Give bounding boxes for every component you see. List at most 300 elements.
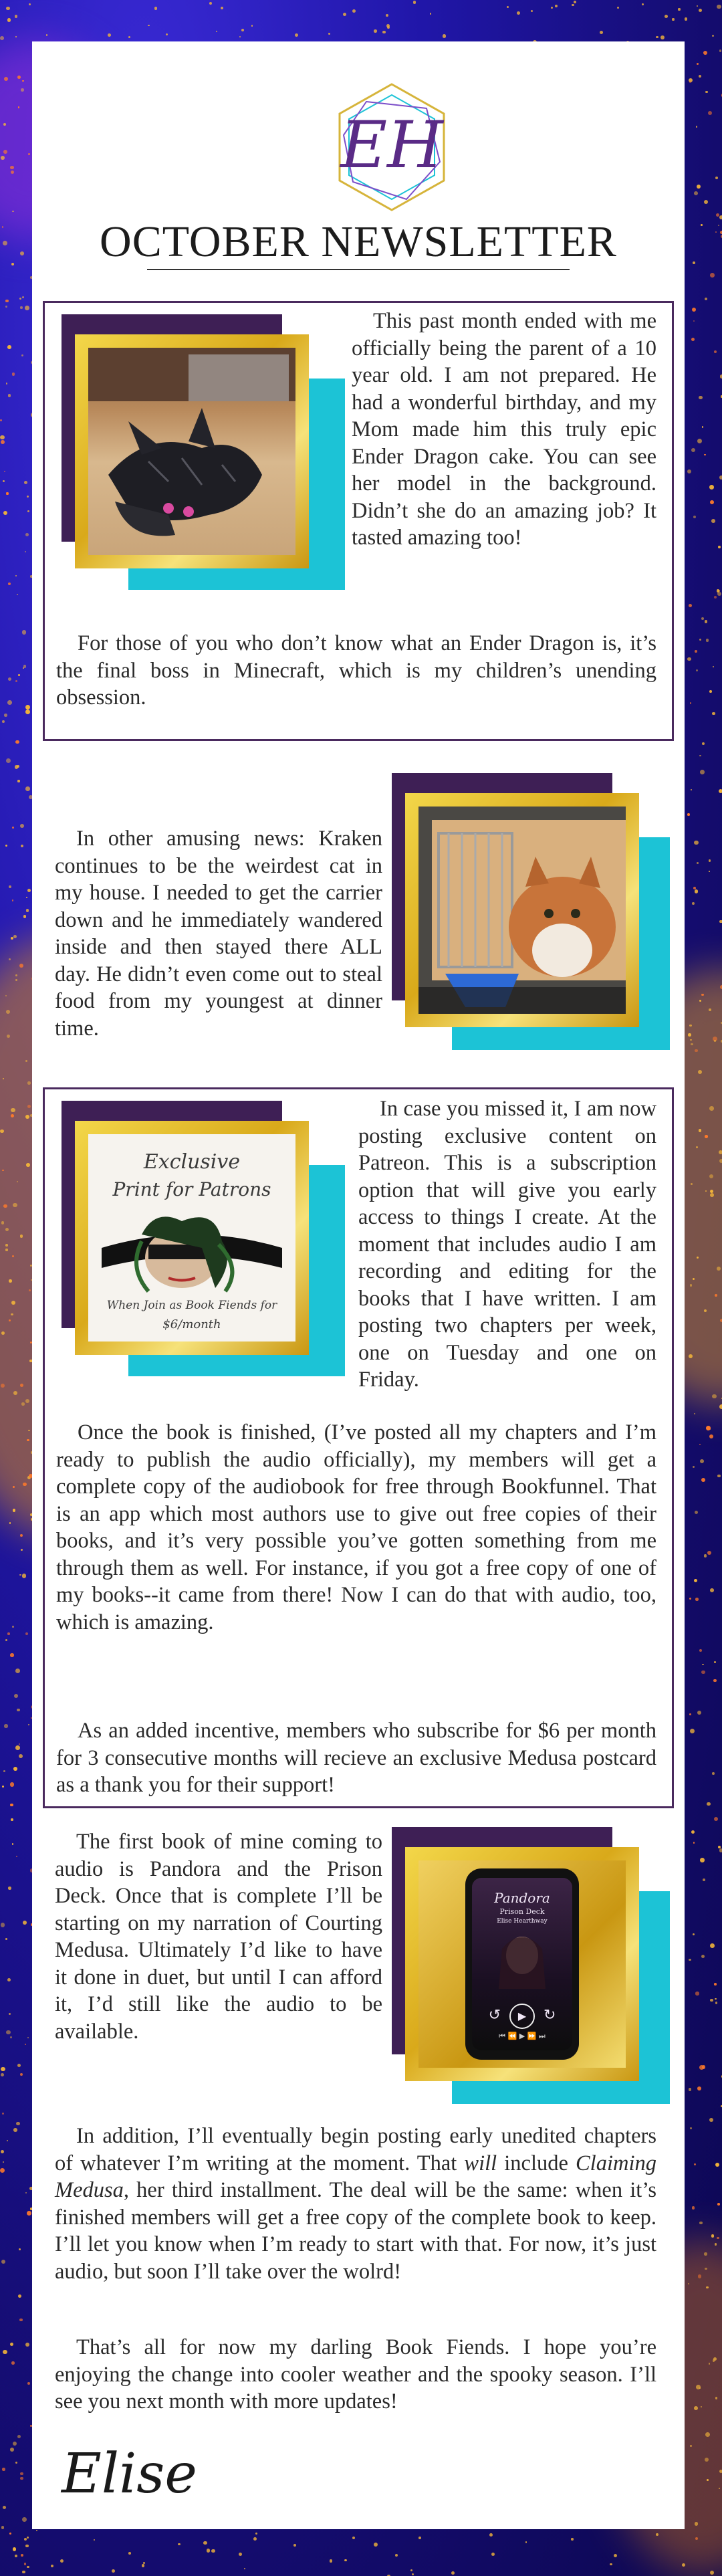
glitter-speck <box>709 1434 713 1438</box>
glitter-speck <box>19 2248 21 2250</box>
birthday-paragraph-1: This past month ended with me officially being the parent of a 10 year old. I am not prepared. He had a wonderful birthday, and my Mom made him this truly epic Ender Dragon cake. You can see her model in the background. Didn’t she do an amazing job? It tasted amazing too! <box>352 309 656 550</box>
glitter-speck <box>20 2073 23 2076</box>
glitter-speck <box>36 2530 38 2532</box>
audiobook-phone-frame <box>392 1827 673 2108</box>
glitter-speck <box>3 241 7 245</box>
glitter-speck <box>128 36 130 38</box>
glitter-speck <box>697 862 699 864</box>
glitter-speck <box>29 1289 31 1291</box>
glitter-speck <box>253 2537 257 2541</box>
glitter-speck <box>374 2543 378 2547</box>
emphasis-will: will <box>464 2151 497 2175</box>
glitter-speck <box>16 2122 20 2126</box>
glitter-speck <box>704 2252 707 2255</box>
glitter-speck <box>211 2549 215 2553</box>
glitter-speck <box>642 3 644 5</box>
glitter-speck <box>11 1301 15 1305</box>
phone-screen <box>472 1878 572 2050</box>
glitter-speck <box>27 2211 31 2216</box>
glitter-speck <box>15 979 17 980</box>
glitter-speck <box>3 2350 7 2355</box>
glitter-speck <box>128 2552 131 2555</box>
glitter-speck <box>695 2537 698 2540</box>
rewind-icon[interactable]: ↺ <box>488 2007 501 2024</box>
glitter-speck <box>22 296 24 298</box>
cat-carrier-icon <box>418 807 626 1014</box>
glitter-speck <box>8 394 11 397</box>
glitter-speck <box>714 596 717 599</box>
glitter-speck <box>688 1033 691 1037</box>
glitter-speck <box>18 674 20 676</box>
glitter-speck <box>17 594 18 595</box>
newsletter-page <box>32 41 685 2529</box>
glitter-speck <box>719 215 722 219</box>
glitter-speck <box>709 871 710 872</box>
glitter-speck <box>12 1255 14 1257</box>
glitter-speck <box>255 2533 257 2535</box>
glitter-speck <box>244 2568 245 2569</box>
glitter-speck <box>699 1129 701 1132</box>
patreon-paragraph-2: Once the book is finished, (I’ve posted all my chapters and I’m ready to publish the audio officially), my members will get a complete copy of the audiobook for free through Bookfunnel. That is an app which most authors use to give out free copies of their books, and it’s very possible you’ve gotten something from me through them as well. For instance, if you got a free copy of one of my books--it came from there! Now I can do that with audio, too, which is amazing. <box>56 1420 656 1634</box>
glitter-speck <box>715 177 718 179</box>
glitter-speck <box>691 789 692 790</box>
glitter-speck <box>715 2243 717 2245</box>
glitter-speck <box>710 1190 713 1193</box>
glitter-speck <box>705 1135 708 1138</box>
glitter-speck <box>708 111 712 115</box>
glitter-speck <box>142 2564 145 2567</box>
glitter-speck <box>699 1444 701 1445</box>
forward-icon[interactable]: ↻ <box>544 2007 556 2024</box>
glitter-speck <box>5 306 7 308</box>
glitter-speck <box>1 1221 4 1224</box>
glitter-speck <box>715 1998 717 2000</box>
signature: Elise <box>62 2442 197 2506</box>
glitter-speck <box>2 1786 4 1788</box>
glitter-speck <box>701 2406 702 2407</box>
glitter-speck <box>25 710 30 714</box>
glitter-speck <box>15 680 17 682</box>
glitter-speck <box>15 36 17 37</box>
glitter-speck <box>719 1848 722 1852</box>
glitter-speck <box>239 2553 242 2556</box>
glitter-speck <box>13 2547 17 2551</box>
glitter-speck <box>715 2397 717 2399</box>
glitter-speck <box>11 2361 15 2365</box>
glitter-speck <box>17 2435 21 2438</box>
glitter-speck <box>702 742 705 745</box>
glitter-speck <box>695 1992 699 1995</box>
glitter-speck <box>507 6 509 8</box>
glitter-speck <box>430 13 432 15</box>
glitter-speck <box>19 1754 23 1758</box>
glitter-speck <box>0 2168 5 2173</box>
glitter-speck <box>15 740 19 744</box>
glitter-speck <box>5 1639 7 1641</box>
glitter-speck <box>705 620 708 623</box>
glitter-speck <box>707 1802 711 1806</box>
glitter-speck <box>10 2036 12 2038</box>
glitter-speck <box>11 171 14 174</box>
glitter-speck <box>678 8 680 10</box>
glitter-speck <box>23 915 27 918</box>
glitter-speck <box>410 2569 412 2571</box>
glitter-speck <box>703 51 707 55</box>
glitter-speck <box>700 770 705 774</box>
glitter-speck <box>15 575 17 576</box>
glitter-speck <box>705 91 708 94</box>
glitter-speck <box>572 4 574 7</box>
glitter-speck <box>207 2549 211 2553</box>
glitter-speck <box>7 345 11 349</box>
glitter-speck <box>0 1130 3 1133</box>
cat-in-carrier-photo <box>418 807 626 1014</box>
glitter-speck <box>0 36 4 40</box>
glitter-speck <box>178 2543 180 2546</box>
glitter-speck <box>715 2002 717 2004</box>
glitter-speck <box>656 36 658 38</box>
glitter-speck <box>525 2541 527 2543</box>
glitter-speck <box>696 669 698 671</box>
promo-title-line-2: Print for Patrons <box>112 1178 271 1200</box>
glitter-speck <box>0 419 2 421</box>
glitter-speck <box>3 150 7 154</box>
glitter-speck <box>2 226 4 228</box>
glitter-speck <box>27 889 31 892</box>
glitter-speck <box>690 1729 695 1733</box>
glitter-speck <box>690 2127 691 2129</box>
glitter-speck <box>10 1782 15 1787</box>
glitter-speck <box>689 1713 691 1715</box>
glitter-speck <box>8 1887 11 1889</box>
glitter-speck <box>719 789 722 793</box>
glitter-speck <box>712 35 714 37</box>
glitter-speck <box>13 935 17 938</box>
glitter-speck <box>691 338 695 341</box>
glitter-speck <box>699 2222 703 2225</box>
glitter-speck <box>692 902 695 905</box>
glitter-speck <box>13 1767 17 1771</box>
glitter-speck <box>10 1804 13 1807</box>
glitter-speck <box>4 471 5 472</box>
player-controls[interactable] <box>472 2004 572 2029</box>
glitter-speck <box>706 2286 708 2288</box>
glitter-speck <box>27 1081 30 1084</box>
glitter-speck <box>20 2472 23 2476</box>
glitter-speck <box>22 1574 27 1578</box>
cake-photo-frame <box>62 314 352 595</box>
phone-book-title: Pandora <box>494 1890 550 1906</box>
glitter-speck <box>7 2140 8 2141</box>
glitter-speck <box>715 1294 717 1297</box>
glitter-speck <box>27 496 29 498</box>
glitter-speck <box>12 1626 14 1628</box>
glitter-speck <box>3 2506 6 2509</box>
glitter-speck <box>25 551 26 552</box>
glitter-speck <box>3 511 7 515</box>
play-icon[interactable]: ▶ <box>509 2004 535 2029</box>
glitter-speck <box>15 974 17 976</box>
patreon-paragraph-3: As an added incentive, members who subscribe for $6 per month for 3 consecutive months will recieve an exclusive Medusa postcard as a thank you for their support! <box>56 1719 656 1797</box>
glitter-speck <box>690 1284 692 1286</box>
glitter-speck <box>5 995 7 996</box>
glitter-speck <box>717 589 720 593</box>
glitter-speck <box>27 510 29 512</box>
glitter-speck <box>10 1653 14 1657</box>
glitter-speck <box>19 1574 21 1576</box>
cake-photo <box>88 348 295 555</box>
glitter-speck <box>695 1511 698 1514</box>
glitter-speck <box>491 2553 495 2556</box>
glitter-speck <box>451 2571 455 2575</box>
glitter-speck <box>28 1724 29 1725</box>
audio-paragraph-1: The first book of mine coming to audio is Pandora and the Prison Deck. Once that is complete I’ll be starting on my narration of Courting Medusa. Ultimately I’d like to have it done in duet, but until I can afford it, I’d still like the audio to be available. <box>55 1830 382 2044</box>
glitter-speck <box>705 298 707 300</box>
glitter-speck <box>699 755 701 757</box>
glitter-speck <box>6 758 11 763</box>
glitter-speck <box>714 350 717 353</box>
glitter-speck <box>698 1070 702 1074</box>
glitter-speck <box>15 1669 20 1673</box>
glitter-speck <box>1 1923 5 1927</box>
glitter-speck <box>22 80 24 82</box>
glitter-speck <box>718 225 719 226</box>
glitter-speck <box>692 308 696 312</box>
glitter-speck <box>717 2203 720 2206</box>
glitter-speck <box>718 546 721 548</box>
glitter-speck <box>216 31 217 32</box>
glitter-speck <box>25 2343 29 2347</box>
glitter-speck <box>701 224 703 226</box>
glitter-speck <box>710 1588 714 1592</box>
glitter-speck <box>717 5 721 9</box>
glitter-speck <box>154 7 157 9</box>
glitter-speck <box>3 1770 5 1772</box>
glitter-speck <box>25 2192 27 2193</box>
glitter-speck <box>251 25 253 26</box>
glitter-speck <box>27 2382 30 2385</box>
glitter-speck <box>701 1671 705 1674</box>
glitter-speck <box>17 765 19 768</box>
glitter-speck <box>710 500 714 504</box>
glitter-speck <box>610 2563 612 2566</box>
glitter-speck <box>690 702 692 704</box>
glitter-speck <box>711 2234 714 2237</box>
glitter-speck <box>11 263 14 265</box>
glitter-speck <box>17 76 21 79</box>
glitter-speck <box>707 2479 709 2481</box>
glitter-speck <box>517 11 520 15</box>
glitter-speck <box>26 897 27 898</box>
glitter-speck <box>6 492 8 494</box>
glitter-speck <box>709 859 711 862</box>
glitter-speck <box>112 2569 115 2573</box>
glitter-speck <box>20 251 24 255</box>
glitter-speck <box>714 1661 716 1663</box>
glitter-speck <box>715 231 717 233</box>
glitter-speck <box>9 1279 12 1283</box>
glitter-speck <box>443 34 447 38</box>
glitter-speck <box>412 2573 414 2575</box>
eh-monogram-logo <box>326 82 457 213</box>
glitter-speck <box>15 1745 20 1750</box>
glitter-speck <box>695 1598 699 1601</box>
glitter-speck <box>27 2566 29 2569</box>
title-underline <box>147 269 570 270</box>
glitter-speck <box>705 1190 707 1192</box>
glitter-speck <box>700 1459 704 1463</box>
glitter-speck <box>17 2064 21 2068</box>
glitter-speck <box>694 2163 696 2165</box>
glitter-speck <box>15 2462 17 2464</box>
glitter-speck <box>5 1938 7 1940</box>
glitter-speck <box>23 665 26 667</box>
glitter-speck <box>704 200 708 204</box>
glitter-speck <box>706 639 709 641</box>
glitter-speck <box>241 29 244 31</box>
cover-woman-icon <box>472 1929 572 1989</box>
glitter-speck <box>702 426 703 427</box>
glitter-speck <box>1 2526 5 2529</box>
glitter-speck <box>692 2206 695 2210</box>
glitter-speck <box>697 185 701 189</box>
glitter-speck <box>295 33 298 37</box>
glitter-speck <box>1 2150 4 2153</box>
glitter-speck <box>698 2274 701 2278</box>
glitter-speck <box>1 2073 5 2077</box>
glitter-speck <box>15 2555 17 2557</box>
glitter-speck <box>720 1319 722 1322</box>
glitter-speck <box>209 2 212 5</box>
glitter-speck <box>689 81 691 83</box>
glitter-speck <box>714 1983 717 1985</box>
glitter-speck <box>2 2113 4 2115</box>
glitter-speck <box>382 31 386 34</box>
glitter-speck <box>344 2559 346 2561</box>
glitter-speck <box>694 1579 697 1582</box>
glitter-speck <box>691 1183 693 1185</box>
glitter-speck <box>330 2559 332 2562</box>
glitter-speck <box>27 2037 29 2038</box>
glitter-speck <box>9 2013 11 2015</box>
glitter-speck <box>660 35 665 39</box>
glitter-speck <box>703 1879 705 1881</box>
glitter-speck <box>25 533 29 537</box>
glitter-speck <box>714 1817 718 1821</box>
glitter-speck <box>712 712 715 716</box>
glitter-speck <box>6 2030 11 2035</box>
glitter-speck <box>1 2067 5 2072</box>
glitter-speck <box>20 1384 23 1387</box>
glitter-speck <box>5 1244 8 1247</box>
glitter-speck <box>700 1858 705 1862</box>
glitter-speck <box>21 88 24 92</box>
closing-paragraph: That’s all for now my darling Book Fiends. I hope you’re enjoying the change into cooler weather and the spooky season. I’ll see you next month with more updates! <box>55 2335 656 2413</box>
glitter-speck <box>9 2533 11 2535</box>
glitter-speck <box>697 1711 702 1715</box>
glitter-speck <box>712 1772 715 1775</box>
glitter-speck <box>51 2565 53 2567</box>
phone-body <box>465 1868 579 2060</box>
glitter-speck <box>701 617 704 620</box>
glitter-speck <box>489 2533 493 2537</box>
glitter-speck <box>719 1159 722 1163</box>
glitter-speck <box>3 2161 4 2163</box>
glitter-speck <box>710 2571 714 2575</box>
glitter-speck <box>699 1649 702 1652</box>
track-controls[interactable]: ⏮ ⏪ ▶ ⏩ ⏭ <box>499 2032 546 2040</box>
logo-letters: EH <box>340 108 443 183</box>
glitter-speck <box>46 34 48 36</box>
glitter-speck <box>18 2294 21 2298</box>
promo-footer-line-1: When Join as Book Fiends for <box>106 1299 277 1312</box>
glitter-speck <box>695 650 697 653</box>
glitter-speck <box>12 827 14 829</box>
glitter-speck <box>22 2571 25 2574</box>
cat-photo-frame <box>392 773 673 1054</box>
glitter-speck <box>4 714 7 717</box>
glitter-speck <box>696 126 698 128</box>
glitter-speck <box>717 1475 721 1478</box>
glitter-speck <box>26 1163 30 1167</box>
glitter-speck <box>685 17 688 21</box>
glitter-speck <box>710 1999 713 2002</box>
glitter-speck <box>25 786 30 791</box>
glitter-speck <box>3 480 5 483</box>
glitter-speck <box>600 31 603 34</box>
glitter-speck <box>694 1413 695 1414</box>
glitter-speck <box>21 1549 23 1551</box>
glitter-speck <box>19 298 21 300</box>
glitter-speck <box>25 705 30 710</box>
glitter-speck <box>6 7 10 11</box>
glitter-speck <box>665 15 668 18</box>
glitter-speck <box>12 899 13 901</box>
kraken-paragraph: In other amusing news: Kraken continues to be the weirdest cat in my house. I needed to get the carrier down and he immediately wandered inside and then stayed there ALL day. He didn’t even come out to steal food from my youngest at dinner time. <box>55 827 382 1041</box>
glitter-speck <box>108 33 111 37</box>
glitter-speck <box>656 2533 658 2536</box>
glitter-speck <box>693 1466 695 1468</box>
glitter-speck <box>701 1478 705 1482</box>
glitter-speck <box>25 2044 26 2045</box>
glitter-speck <box>701 994 703 996</box>
glitter-speck <box>418 2537 421 2539</box>
glitter-speck <box>5 300 8 302</box>
glitter-speck <box>11 937 13 940</box>
glitter-speck <box>717 2237 719 2240</box>
glitter-speck <box>706 1426 711 1430</box>
glitter-speck <box>28 1430 29 1431</box>
glitter-speck <box>687 813 690 816</box>
glitter-speck <box>687 469 691 473</box>
glitter-speck <box>11 1313 13 1315</box>
glitter-speck <box>699 9 702 12</box>
glitter-speck <box>20 306 22 308</box>
glitter-speck <box>7 700 12 705</box>
glitter-speck <box>13 2442 17 2446</box>
glitter-speck <box>0 435 4 439</box>
glitter-speck <box>24 481 27 484</box>
glitter-speck <box>15 15 17 17</box>
glitter-speck <box>19 2319 23 2322</box>
glitter-speck <box>10 166 13 169</box>
glitter-speck <box>352 2537 355 2539</box>
glitter-speck <box>689 1598 691 1600</box>
glitter-speck <box>343 13 346 16</box>
glitter-speck <box>9 885 11 888</box>
glitter-speck <box>709 690 712 693</box>
glitter-speck <box>7 1632 10 1635</box>
